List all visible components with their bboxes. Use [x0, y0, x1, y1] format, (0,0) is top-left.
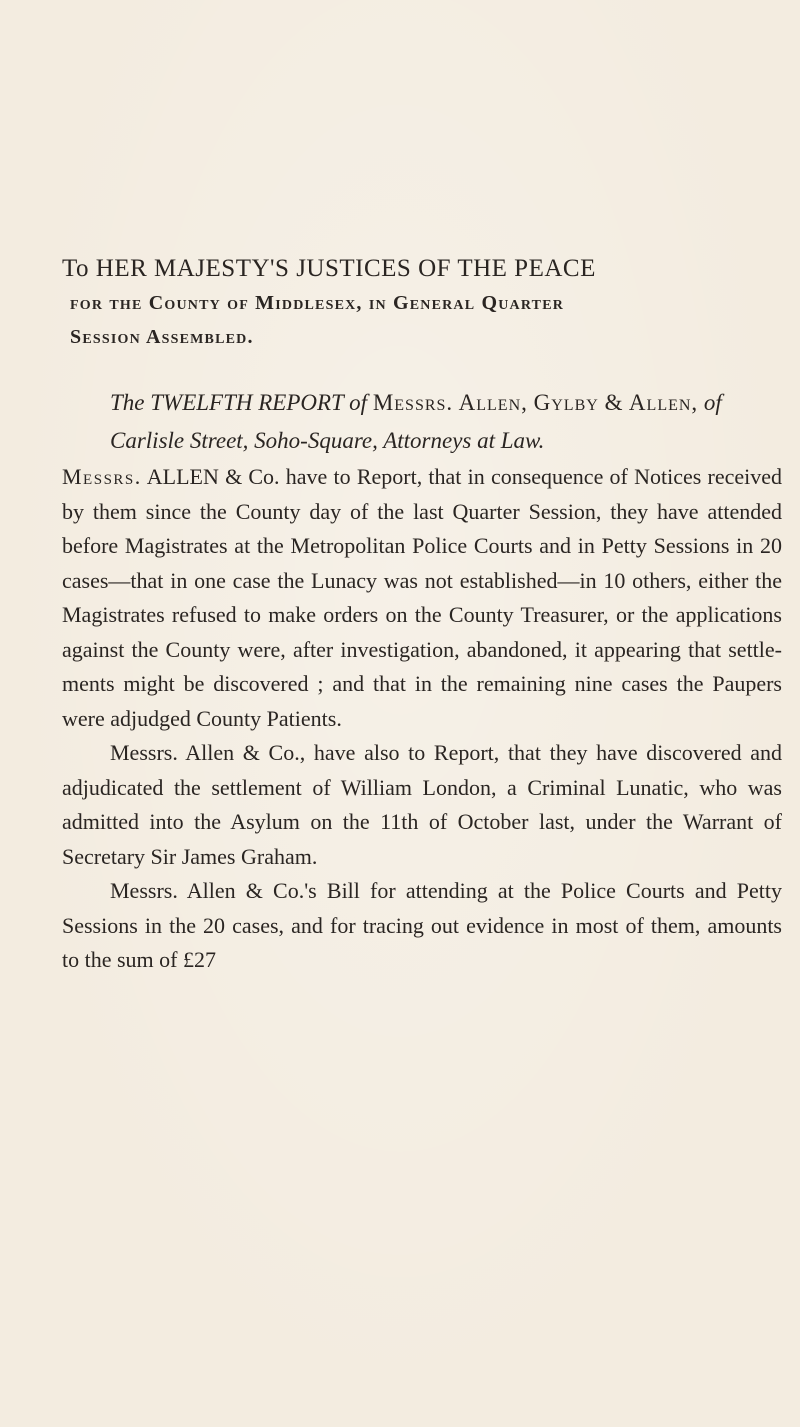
paragraph-notices: [62, 460, 782, 736]
address-heading: To HER MAJESTY'S JUSTICES OF THE PEACE: [62, 255, 596, 282]
report-title: [110, 384, 782, 460]
paragraph-bill: Messrs. Allen & Co.'s Bill for attending at the Police Courts and Petty Sessions in the 20 cases, and for tracing out evidence in most of them, amounts to the sum of £27: [62, 878, 782, 972]
document-text: [62, 252, 782, 978]
address-subheading: for the County of Middlesex, in General Quarter: [70, 292, 565, 314]
report-title-main: The TWELFTH REPORT of: [110, 390, 368, 415]
paragraph-body: ALLEN & Co. have to Report, that in consequence of Notices received by them since the County day of the last Quarter Session, they have attended before Magistrates at the Metropolitan Police Courts and in Petty Sessions in 20 cases—that in one case the Lunacy was not established—in 10 others, either the Magistrates refused to make orders on the County Treasurer, or the applications against the County were, after investigation, abandoned, it appearing that settlements might be discovered ; and that in the remaining nine cases the Paupers were adjudged County Patients.: [62, 464, 782, 731]
paragraph-settlement: Messrs. Allen & Co., have also to Report, that they have discovered and adjudicated the settlement of William London, a Criminal Lunatic, who was admitted into the Asylum on the 11th of October last, under the Warrant of Secretary Sir James Graham.: [62, 740, 782, 869]
report-title-address: of Carlisle Street, Soho-Square, Attorneys at Law.: [110, 390, 722, 453]
report-title-partner: Gylby: [533, 390, 599, 415]
report-title-firm: Messrs. Allen,: [372, 390, 528, 415]
report-title-partner-2: & Allen,: [604, 390, 699, 415]
paragraph-lead: Messrs.: [62, 464, 142, 489]
address-subheading-end: Session Assembled.: [70, 326, 254, 348]
